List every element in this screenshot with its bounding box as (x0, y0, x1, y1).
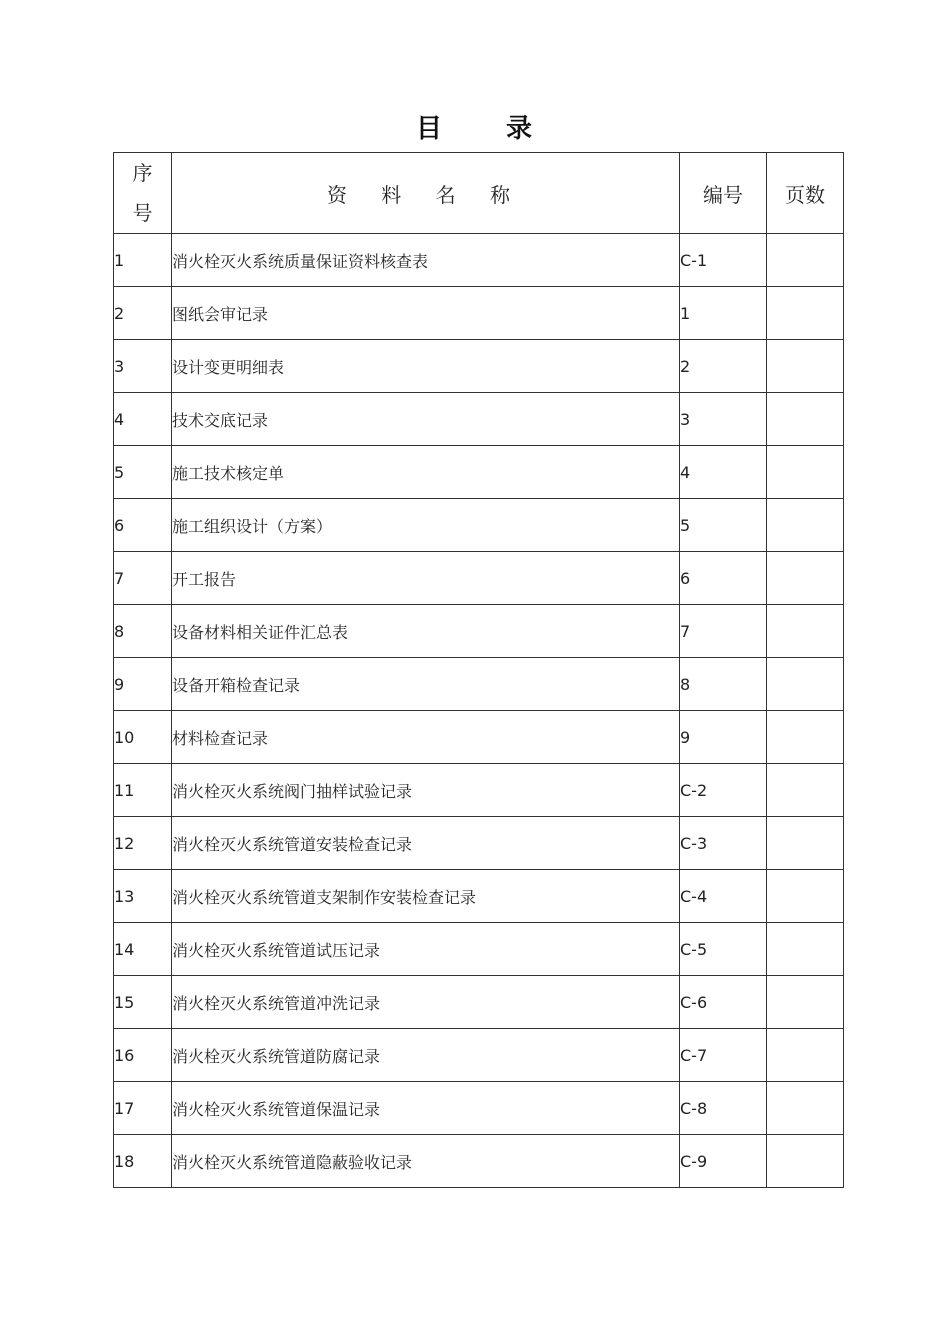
cell-serial-number: 16 (114, 1029, 172, 1082)
cell-pages (767, 605, 844, 658)
cell-document-name: 消火栓灭火系统管道保温记录 (172, 1082, 680, 1135)
table-row (114, 1135, 844, 1188)
cell-pages (767, 711, 844, 764)
table-row (114, 658, 844, 711)
header-serial-number (114, 153, 172, 234)
cell-document-name: 设计变更明细表 (172, 340, 680, 393)
table-row (114, 446, 844, 499)
cell-code: 2 (680, 340, 767, 393)
cell-code: 7 (680, 605, 767, 658)
page-title-part1: 目 (415, 114, 444, 144)
cell-document-name: 技术交底记录 (172, 393, 680, 446)
table-row (114, 817, 844, 870)
cell-document-name: 消火栓灭火系统管道支架制作安装检查记录 (172, 870, 680, 923)
cell-pages (767, 764, 844, 817)
header-serial-line2: 号 (132, 201, 153, 225)
cell-document-name: 材料检查记录 (172, 711, 680, 764)
cell-code: C-8 (680, 1082, 767, 1135)
cell-code: C-4 (680, 870, 767, 923)
cell-pages (767, 393, 844, 446)
cell-pages (767, 1082, 844, 1135)
cell-code: 6 (680, 552, 767, 605)
cell-pages (767, 870, 844, 923)
table-row (114, 552, 844, 605)
cell-code: 3 (680, 393, 767, 446)
cell-document-name: 消火栓灭火系统质量保证资料核查表 (172, 234, 680, 287)
cell-document-name: 设备开箱检查记录 (172, 658, 680, 711)
header-serial-line1: 序 (132, 161, 153, 185)
cell-code: C-6 (680, 976, 767, 1029)
cell-document-name: 施工组织设计（方案） (172, 499, 680, 552)
cell-serial-number: 12 (114, 817, 172, 870)
cell-code: C-9 (680, 1135, 767, 1188)
table-row (114, 287, 844, 340)
cell-pages (767, 658, 844, 711)
cell-serial-number: 4 (114, 393, 172, 446)
table-row (114, 923, 844, 976)
cell-code: 5 (680, 499, 767, 552)
cell-pages (767, 552, 844, 605)
cell-serial-number: 9 (114, 658, 172, 711)
cell-pages (767, 446, 844, 499)
cell-code: 8 (680, 658, 767, 711)
cell-document-name: 消火栓灭火系统管道安装检查记录 (172, 817, 680, 870)
cell-document-name: 施工技术核定单 (172, 446, 680, 499)
cell-code: C-2 (680, 764, 767, 817)
cell-serial-number: 2 (114, 287, 172, 340)
cell-document-name: 消火栓灭火系统阀门抽样试验记录 (172, 764, 680, 817)
cell-code: 1 (680, 287, 767, 340)
table-row (114, 976, 844, 1029)
table-row (114, 393, 844, 446)
cell-code: C-5 (680, 923, 767, 976)
cell-serial-number: 11 (114, 764, 172, 817)
cell-pages (767, 340, 844, 393)
table-header-row (114, 153, 844, 234)
table-row (114, 711, 844, 764)
cell-serial-number: 10 (114, 711, 172, 764)
table-row (114, 1082, 844, 1135)
cell-serial-number: 7 (114, 552, 172, 605)
page-title (0, 108, 950, 145)
table-row (114, 870, 844, 923)
cell-code: C-7 (680, 1029, 767, 1082)
cell-serial-number: 13 (114, 870, 172, 923)
cell-pages (767, 976, 844, 1029)
contents-table (113, 152, 844, 1188)
cell-serial-number: 6 (114, 499, 172, 552)
table-row (114, 499, 844, 552)
cell-code: C-3 (680, 817, 767, 870)
cell-document-name: 图纸会审记录 (172, 287, 680, 340)
cell-pages (767, 1135, 844, 1188)
table-row (114, 1029, 844, 1082)
cell-pages (767, 499, 844, 552)
header-document-name: 资 料 名 称 (172, 153, 680, 234)
header-code: 编号 (680, 153, 767, 234)
cell-pages (767, 923, 844, 976)
page-title-part2: 录 (506, 114, 535, 144)
header-pages: 页数 (767, 153, 844, 234)
cell-document-name: 开工报告 (172, 552, 680, 605)
cell-document-name: 消火栓灭火系统管道隐蔽验收记录 (172, 1135, 680, 1188)
cell-serial-number: 8 (114, 605, 172, 658)
cell-serial-number: 1 (114, 234, 172, 287)
cell-pages (767, 234, 844, 287)
table-row (114, 234, 844, 287)
cell-pages (767, 1029, 844, 1082)
cell-pages (767, 287, 844, 340)
cell-code: 9 (680, 711, 767, 764)
cell-pages (767, 817, 844, 870)
cell-serial-number: 17 (114, 1082, 172, 1135)
table-row (114, 340, 844, 393)
cell-code: 4 (680, 446, 767, 499)
cell-serial-number: 18 (114, 1135, 172, 1188)
cell-serial-number: 5 (114, 446, 172, 499)
cell-document-name: 消火栓灭火系统管道防腐记录 (172, 1029, 680, 1082)
cell-code: C-1 (680, 234, 767, 287)
cell-serial-number: 14 (114, 923, 172, 976)
cell-document-name: 消火栓灭火系统管道冲洗记录 (172, 976, 680, 1029)
table-body (114, 234, 844, 1188)
cell-serial-number: 3 (114, 340, 172, 393)
table-row (114, 764, 844, 817)
cell-document-name: 设备材料相关证件汇总表 (172, 605, 680, 658)
cell-serial-number: 15 (114, 976, 172, 1029)
table-row (114, 605, 844, 658)
cell-document-name: 消火栓灭火系统管道试压记录 (172, 923, 680, 976)
